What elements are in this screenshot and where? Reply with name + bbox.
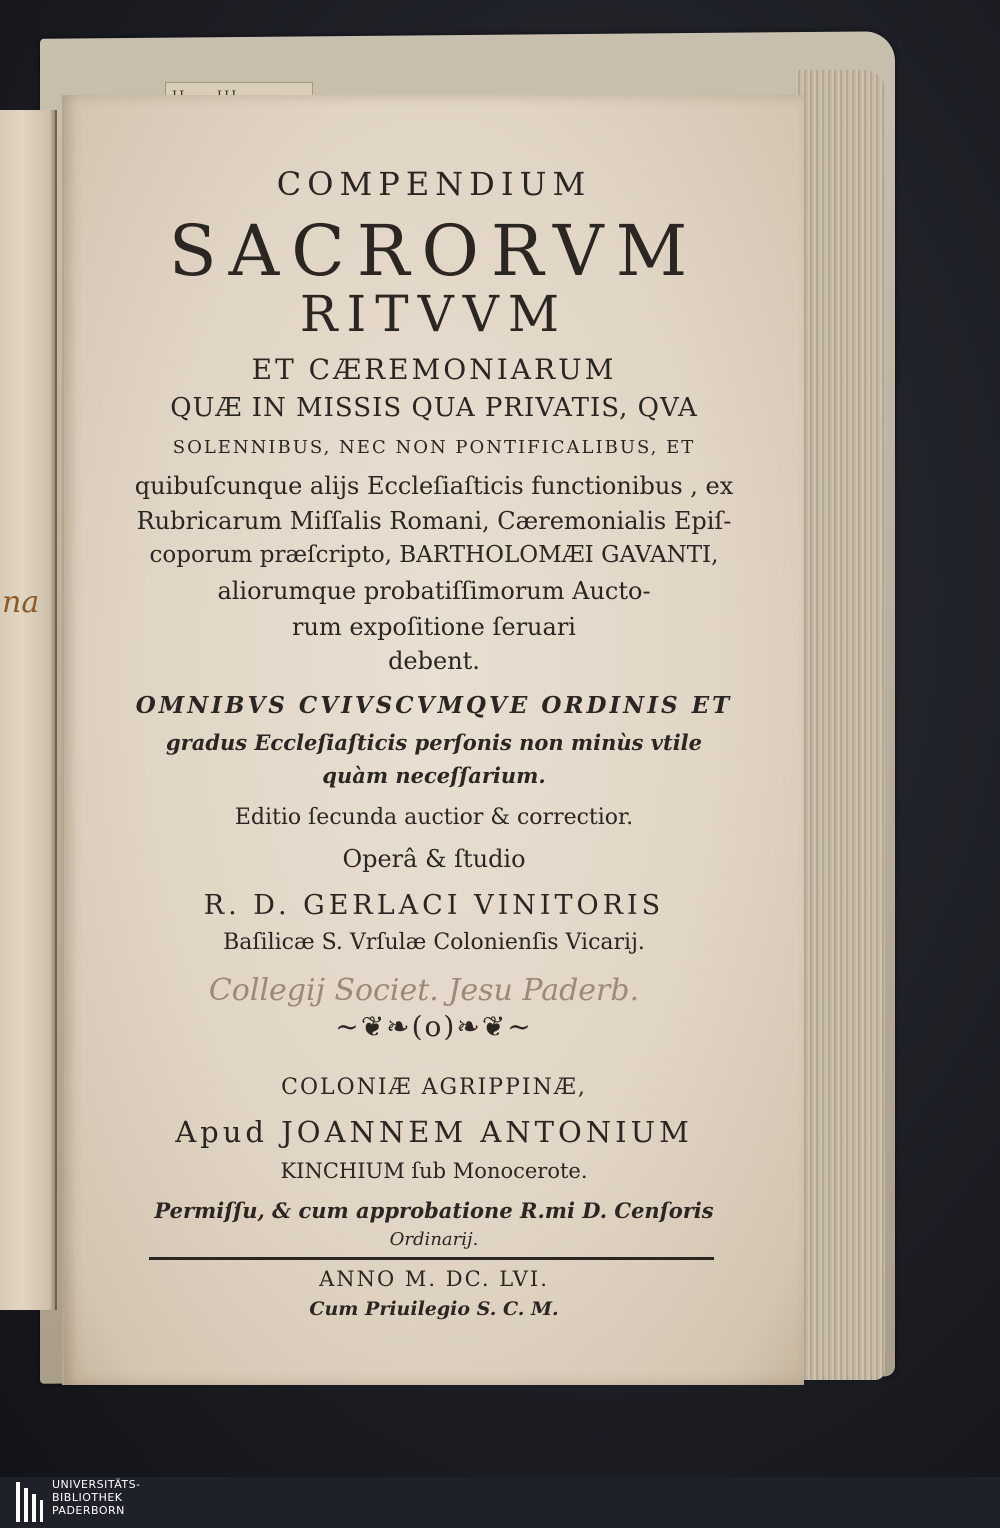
- title-line-11: rum expoſitione ſeruari: [292, 613, 576, 641]
- title-page: [62, 95, 804, 1385]
- library-logo-icon: [14, 1480, 44, 1524]
- title-line-9: coporum præſcripto, BARTHOLOMÆI GAVANTI,: [149, 542, 719, 568]
- title-edition: Editio ſecunda auctior & correctior.: [234, 805, 634, 830]
- title-line-15: quàm neceſſarium.: [322, 763, 546, 788]
- title-line-14: gradus Eccleſiaſticis perſonis non minùs vtile: [165, 730, 703, 755]
- imprint-ordinarij: Ordinarij.: [389, 1229, 479, 1250]
- title-line-7: quibuſcunque alijs Eccleſiaſticis functionibus , ex: [134, 472, 734, 500]
- imprint-permission: Permiſſu, & cum approbatione R.mi D. Cenſoris: [154, 1198, 714, 1223]
- library-logo-text: [52, 1478, 252, 1517]
- ownership-inscription: Collegij Societ. Jesu Paderb.: [208, 973, 640, 1008]
- page-edges: [795, 70, 885, 1380]
- imprint-publisher: Apud JOANNEM ANTONIUM: [175, 1115, 693, 1149]
- title-line-6: SOLENNIBUS, NEC NON PONTIFICALIBUS, ET: [172, 437, 696, 458]
- title-line-13: OMNIBVS CVIVSCVMQVE ORDINIS ET: [135, 692, 733, 719]
- title-line-12: debent.: [388, 647, 480, 675]
- title-line-5: QUÆ IN MISSIS QUA PRIVATIS, QVA: [170, 393, 698, 423]
- title-opera: Operâ & ſtudio: [342, 845, 526, 873]
- left-page-handwriting: na: [2, 585, 40, 620]
- printer-ornament: ~❦❧(o)❧❦~: [335, 1010, 533, 1043]
- imprint-rule: [149, 1257, 714, 1260]
- title-line-10: aliorumque probatiſſimorum Aucto-: [217, 577, 651, 605]
- title-rituum: RITVVM: [299, 285, 569, 343]
- imprint-year: ANNO M. DC. LVI.: [319, 1267, 549, 1291]
- title-author: R. D. GERLACI VINITORIS: [203, 890, 665, 921]
- imprint-publisher-sign: KINCHIUM ſub Monocerote.: [280, 1159, 588, 1183]
- title-caeremoniarum: ET CÆREMONIARUM: [251, 353, 617, 386]
- logo-line-3: PADERBORN: [52, 1504, 125, 1517]
- title-author-role: Baſilicæ S. Vrſulæ Colonienſis Vicarij.: [223, 930, 645, 955]
- logo-line-1: UNIVERSITÄTS-: [52, 1478, 141, 1491]
- imprint-privilege: Cum Priuilegio S. C. M.: [309, 1298, 559, 1320]
- imprint-place: COLONIÆ AGRIPPINÆ,: [281, 1075, 587, 1100]
- title-sacrorum: SACRORVM: [168, 210, 700, 292]
- title-compendium: COMPENDIUM: [276, 165, 592, 203]
- left-facing-page: [0, 110, 57, 1310]
- title-line-8: Rubricarum Miſſalis Romani, Cæremonialis Epiſ-: [136, 507, 732, 535]
- logo-line-2: BIBLIOTHEK: [52, 1491, 123, 1504]
